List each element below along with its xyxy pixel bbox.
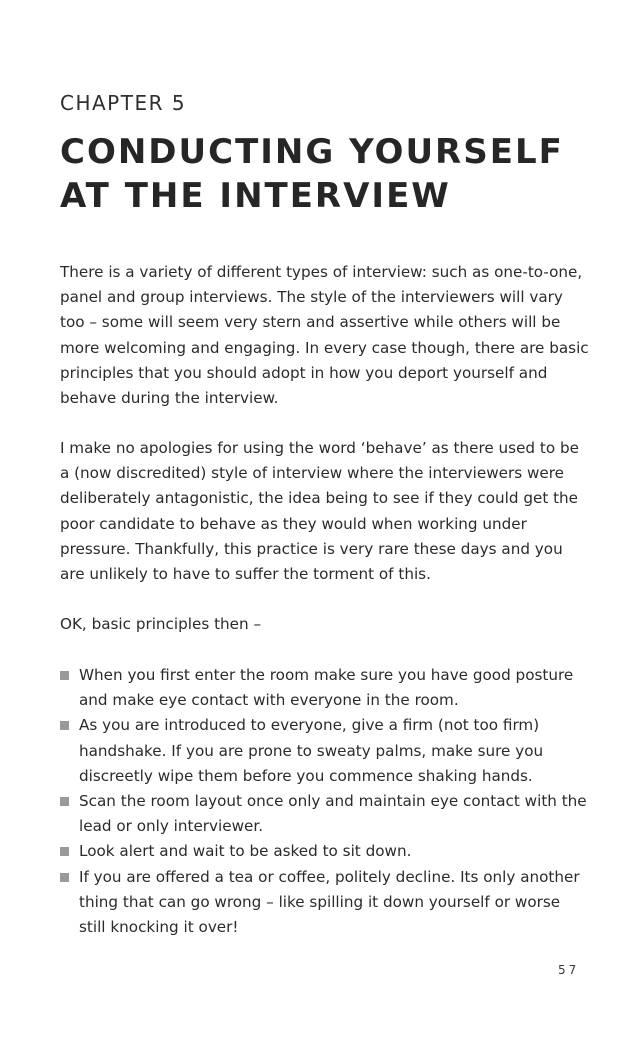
list-item-text: Look alert and wait to be asked to sit down. <box>79 842 412 861</box>
list-item <box>60 865 590 941</box>
square-bullet-icon <box>60 873 69 882</box>
square-bullet-icon <box>60 721 69 730</box>
list-item <box>60 789 590 839</box>
list-item <box>60 839 590 864</box>
list-item-text: If you are offered a tea or coffee, politely decline. Its only another thing that can go wrong – like spilling it down yourself or worse still knocking it over! <box>79 867 580 937</box>
paragraph-behave: I make no apologies for using the word ‘behave’ as there used to be a (now discredited) style of interview where the interviewers were deliberately antagonistic, the idea being to see if they could get the poor candidate to behave as they would when working under pressure. Thankfully, this practice is very rare these days and you are unlikely to have to suffer the torment of this. <box>60 439 579 584</box>
square-bullet-icon <box>60 671 69 680</box>
list-item-text: When you first enter the room make sure you have good posture and make eye contact with everyone in the room. <box>79 666 574 710</box>
list-item <box>60 663 590 713</box>
page-number: 57 <box>558 963 580 977</box>
square-bullet-icon <box>60 847 69 856</box>
paragraph-basic-principles-intro: OK, basic principles then – <box>60 615 262 633</box>
list-item-text: As you are introduced to everyone, give a firm (not too firm) handshake. If you are prone to sweaty palms, make sure you discreetly wipe them before you commence shaking hands. <box>79 716 544 785</box>
chapter-label: CHAPTER 5 <box>60 91 187 115</box>
chapter-title: CONDUCTING YOURSELF AT THE INTERVIEW <box>60 132 564 216</box>
principles-list <box>60 663 590 940</box>
paragraph-interview-types: There is a variety of different types of interview: such as one-to-one, panel and group interviews. The style of the interviewers will vary too – some will seem very stern and assertive while others will be more welcoming and engaging. In every case though, there are basic principles that you should adopt in how you deport yourself and behave during the interview. <box>60 263 589 408</box>
list-item-text: Scan the room layout once only and maintain eye contact with the lead or only interviewer. <box>79 792 587 836</box>
square-bullet-icon <box>60 797 69 806</box>
list-item <box>60 713 590 789</box>
